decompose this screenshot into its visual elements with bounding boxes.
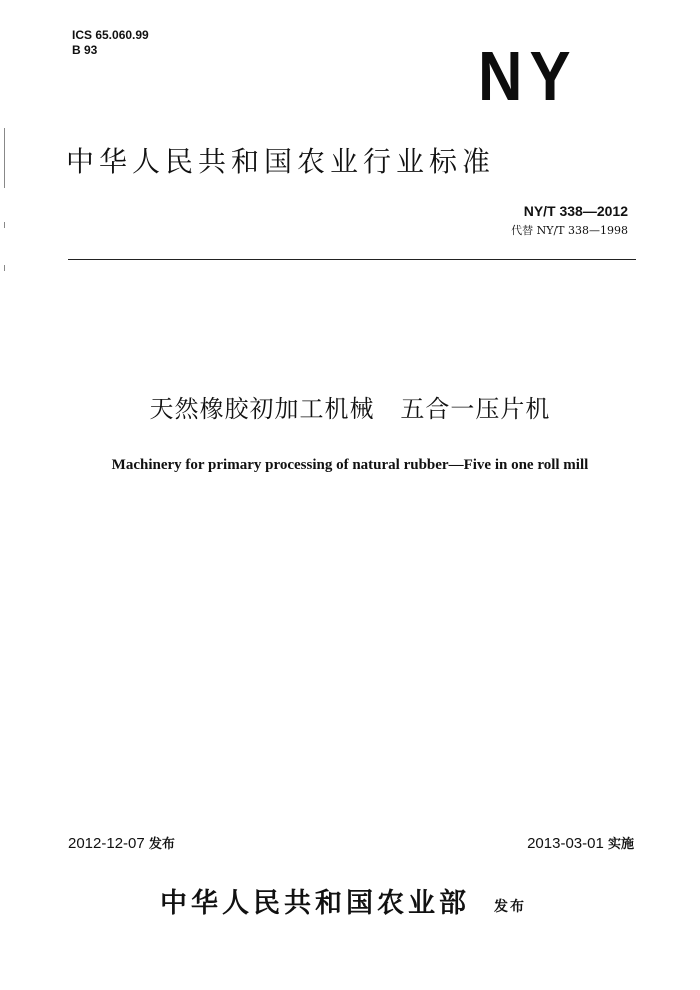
classification-code: B 93 [72, 43, 98, 57]
implementation-label: 实施 [607, 837, 634, 852]
scan-edge-mark [4, 222, 5, 228]
issue-date: 2012-12-07 [68, 835, 145, 852]
issuing-authority-suffix: 发布 [494, 899, 526, 915]
scan-edge-mark [4, 265, 5, 271]
document-title-english: Machinery for primary processing of natural rubber—Five in one roll mill [111, 457, 589, 473]
ny-logo: NY [478, 37, 578, 115]
header-divider [68, 259, 636, 260]
issuing-authority: 中华人民共和国农业部 [160, 888, 470, 919]
document-title-chinese: 天然橡胶初加工机械 五合一压片机 [149, 395, 551, 423]
ics-code-block [72, 28, 149, 58]
implementation-date: 2013-03-01 [527, 835, 604, 852]
scan-edge-mark [4, 128, 5, 188]
standard-category-title: 中华人民共和国农业行业标准 [66, 145, 496, 178]
standard-number: NY/T 338—2012 [523, 203, 628, 219]
issue-label: 发布 [148, 837, 175, 852]
ics-code: ICS 65.060.99 [72, 28, 149, 42]
issue-date-line [68, 835, 175, 854]
replaces-standard: 代替 NY/T 338—1998 [511, 224, 628, 237]
implementation-date-line [527, 835, 634, 854]
